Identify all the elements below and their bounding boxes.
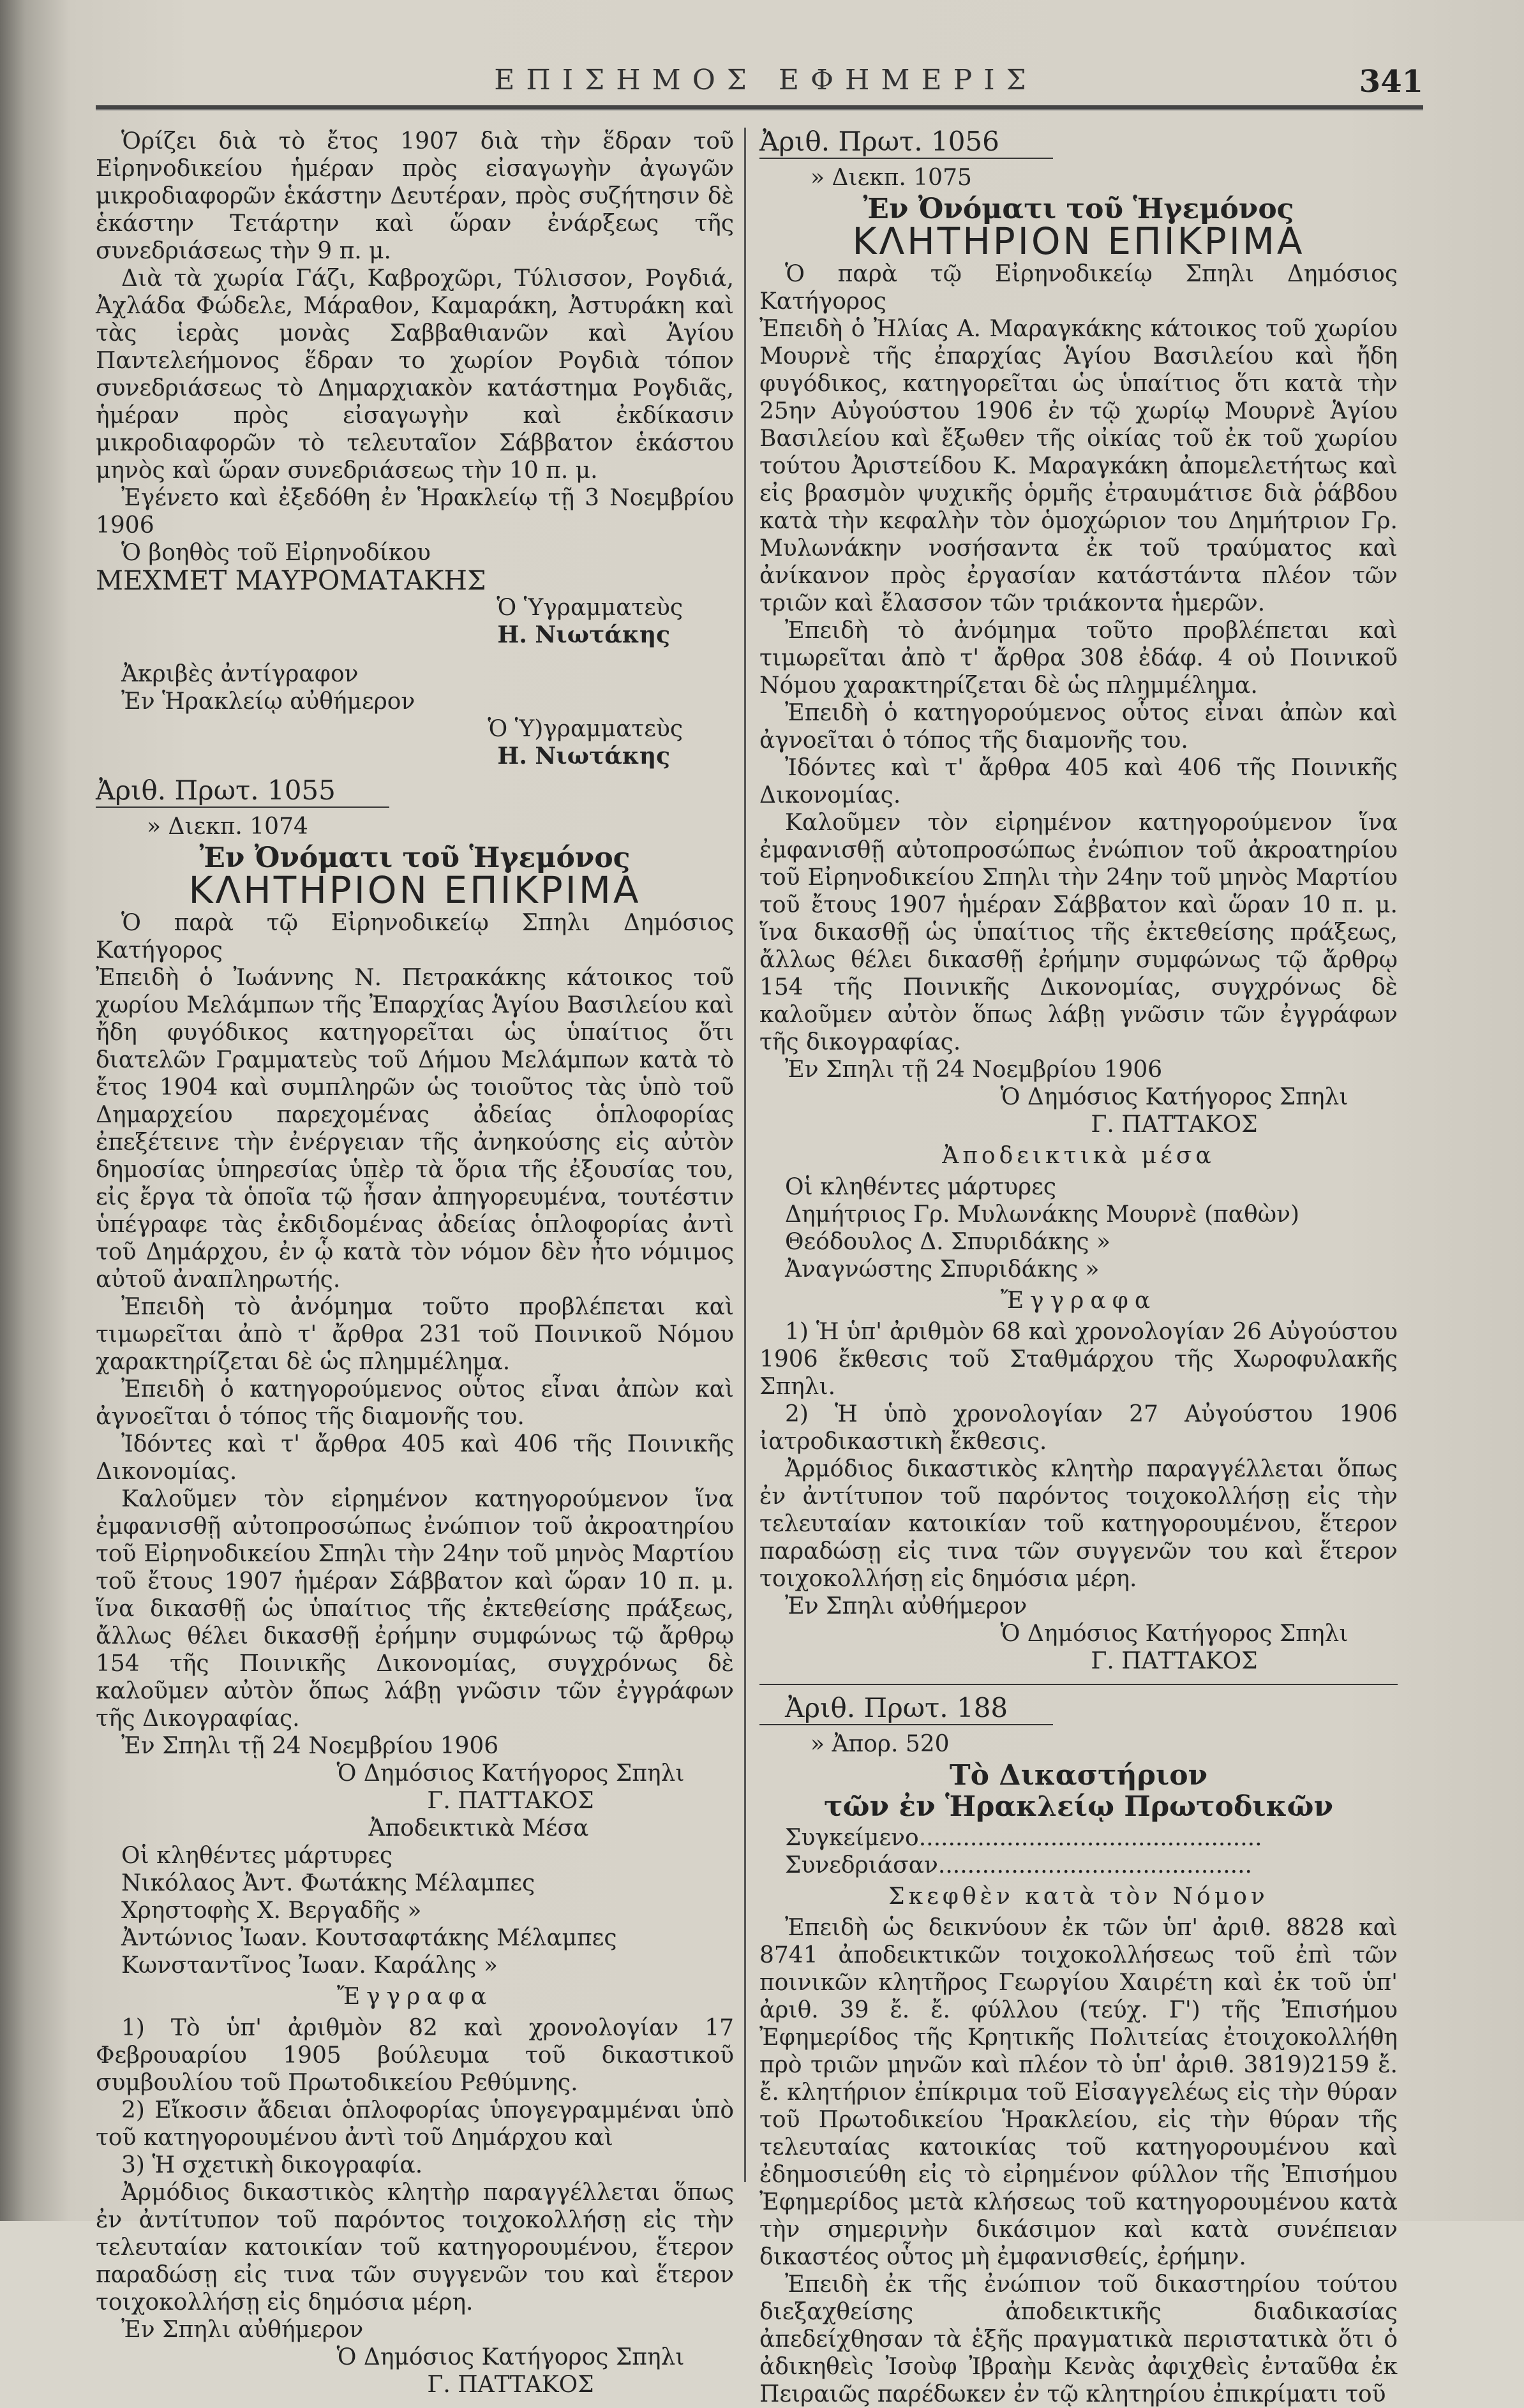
witness: Θεόδουλος Δ. Σπυριδάκης » xyxy=(785,1229,1111,1255)
paragraph: Ὁ παρὰ τῷ Εἰρηνοδικείῳ Σπηλι Δημόσιος Κατήγορος xyxy=(759,261,1398,315)
certification: Ἀκριβὲς ἀντίγραφον xyxy=(121,661,359,687)
paragraph: Ἐπειδὴ ὁ Ἠλίας Α. Μαραγκάκης κάτοικος τοῦ χωρίου Μουρνὲ τῆς ἐπαρχίας Ἁγίου Βασιλείου καὶ ἤδη φυγόδικος, κατηγορεῖται ὡς ὑπαίτιος ὅτι κατὰ τὴν 25ην Αὐγούστου 1906 ἐν τῷ χωρίῳ Μουρνὲ Ἁγίου Βασιλείου καὶ ἔξωθεν τῆς οἰκίας τοῦ ἐκ τοῦ χωρίου τούτου Ἀριστείδου Κ. Μαραγκάκη ἀπομελετήτως καὶ εἰς βρασμὸν ψυχικῆς ὁρμῆς ἐτραυμάτισε διὰ ῥάβδου κατὰ τὴν κεφαλὴν τὸν ὁμοχώριον του Δημήτριον Γρ. Μυλωνάκην νοσήσαντα ἐκ τοῦ τραύματος καὶ ἀνίκανον πρὸς ἐργασίαν κατάστάντα πλέον τῶν τριῶν καὶ ἔλασσον τῶν τριάκοντα ἡμερῶν. xyxy=(759,316,1398,616)
form-field: Συνεδριάσαν........................................... xyxy=(785,1852,1252,1878)
section-heading: Ἔγγραφα xyxy=(336,1984,493,2010)
section-heading: Ἀποδεικτικὰ Μέσα xyxy=(368,1815,589,1841)
paragraph: Ἐπειδὴ τὸ ἀνόμημα τοῦτο προβλέπεται καὶ τιμωρεῖται ἀπὸ τ' ἄρθρα 308 ἐδάφ. 4 οὐ Ποινικοῦ Νόμου χαρακτηρίζεται δὲ ὡς πλημμέλημα. xyxy=(759,618,1398,699)
signature-name: Γ. ΠΑΤΤΑΚΟΣ xyxy=(1091,1111,1258,1138)
page-header xyxy=(96,64,1423,102)
section-heading: Σκεφθὲν κατὰ τὸν Νόμον xyxy=(888,1884,1269,1910)
date-line: Ἐν Σπηλι αὐθήμερον xyxy=(121,2317,364,2343)
document-item: 1) Ἡ ὑπ' ἀριθμὸν 68 καὶ χρονολογίαν 26 Αὐγούστου 1906 ἔκθεσις τοῦ Σταθμάρχου τῆς Χωροφυλακῆς Σπηλι. xyxy=(759,1319,1398,1400)
paragraph: Ἐπειδὴ ὁ Ἰωάννης Ν. Πετρακάκης κάτοικος τοῦ χωρίου Μελάμπων τῆς Ἐπαρχίας Ἁγίου Βασιλείου καὶ ἤδη φυγόδικος κατηγορεῖται ὡς ὑπαίτιος ὅτι διατελῶν Γραμματεὺς τοῦ Δήμου Μελάμπων κατὰ τὸ ἔτος 1904 καὶ συμπληρῶν ὡς τοιοῦτος τὰς ὑπὸ τοῦ Δημαρχείου παρεχομένας ἀδείας ὁπλοφορίας ἐπεξέτεινε τὴν ἐνέργειαν τῆς ἀνηκούσης εἰς αὐτὸν δημοσίας ὑπηρεσίας ὑπὲρ τὰ ὅρια τῆς ἐξουσίας του, εἰς ἔργα τὰ ὁποῖα τῷ ἦσαν ἀπηγορευμένα, τουτέστιν ὑπέγραφε τὰς ἐκδιδομένας ἀδείας ὁπλοφορίας ἀντὶ τοῦ Δημάρχου, ἐν ᾧ κατὰ τὸν νόμον δὲν ἦτο νόμιμος αὐτοῦ ἀναπληρωτής. xyxy=(96,965,734,1293)
date-line: Ἐν Σπηλι τῇ 24 Νοεμβρίου 1906 xyxy=(121,1733,499,1759)
signature-name: ΜΕΧΜΕΤ ΜΑΥΡΟΜΑΤΑΚΗΣ xyxy=(96,565,486,596)
newspaper-title: ΕΠΙΣΗΜΟΣ ΕΦΗΜΕΡΙΣ xyxy=(494,64,1038,96)
rule xyxy=(759,158,1053,159)
page-number: 341 xyxy=(1359,64,1423,100)
paragraph: Ὁρίζει διὰ τὸ ἔτος 1907 διὰ τὴν ἕδραν τοῦ Εἰρηνοδικείου ἡμέραν πρὸς εἰσαγωγὴν ἀγωγῶν μικροδιαφορῶν ἑκάστην Δευτέραν, πρὸς συζήτησιν δὲ ἑκάστην Τετάρτην καὶ ὥραν ἐνάρξεως τῆς συνεδριάσεως τὴν 9 π. μ. xyxy=(96,128,734,264)
paragraph: Ἐπειδὴ ὁ κατηγορούμενος οὗτος εἶναι ἀπὼν καὶ ἀγνοεῖται ὁ τόπος τῆς διαμονῆς του. xyxy=(96,1376,734,1430)
witness: Ἀναγνώστης Σπυριδάκης » xyxy=(785,1256,1100,1282)
signature-name: Γ. ΠΑΤΤΑΚΟΣ xyxy=(427,1788,594,1814)
paragraph: Καλοῦμεν τὸν εἰρημένον κατηγορούμενον ἵνα ἐμφανισθῇ αὐτοπροσώπως ἐνώπιον τοῦ ἀκροατηρίου τοῦ Εἰρηνοδικείου Σπηλι τὴν 24ην τοῦ μηνὸς Μαρτίου τοῦ ἔτους 1907 ἡμέραν Σάββατον καὶ ὥραν 10 π. μ. ἵνα δικασθῇ ὡς ὑπαίτιος τῆς ἐκτεθείσης πράξεως, ἄλλως θέλει δικασθῇ ἐρήμην συμφώνως τῷ ἄρθρῳ 154 τῆς Ποινικῆς Δικονομίας, συγχρόνως δὲ καλοῦμεν αὐτὸν ὅπως λάβῃ γνῶσιν τῶν ἐγγράφων τῆς δικογραφίας. xyxy=(759,810,1398,1055)
signature-name: Η. Νιωτάκης xyxy=(497,621,670,648)
paragraph: Ἰδόντες καὶ τ' ἄρθρα 405 καὶ 406 τῆς Ποινικῆς Δικονομίας. xyxy=(759,755,1398,808)
paragraph: Καλοῦμεν τὸν εἰρημένον κατηγορούμενον ἵνα ἐμφανισθῇ αὐτοπροσώπως ἐνώπιον τοῦ ἀκροατηρίου τοῦ Εἰρηνοδικείου Σπηλι τὴν 24ην τοῦ μηνὸς Μαρτίου τοῦ ἔτους 1907 ἡμέραν Σάββατον καὶ ὥραν 10 π. μ. ἵνα δικασθῇ ὡς ὑπαίτιος τῆς ἐκτεθείσης πράξεως, ἄλλως θέλει δικασθῇ ἐρήμην συμφώνως τῷ ἄρθρῳ 154 τῆς Ποινικῆς Δικονομίας, συγχρόνως δὲ καλοῦμεν αὐτὸν ὅπως λάβῃ γνῶσιν τῶν ἐγγράφων τῆς Δικογραφίας. xyxy=(96,1486,734,1732)
document-title: ΚΛΗΤΗΡΙΟΝ ΕΠΙΚΡΙΜΑ xyxy=(852,219,1305,263)
date-line: Ἐν Σπηλι αὐθήμερον xyxy=(785,1593,1027,1619)
court-title: Τὸ Δικαστήριον xyxy=(949,1759,1208,1792)
paragraph: Ἰδόντες καὶ τ' ἄρθρα 405 καὶ 406 τῆς Ποινικῆς Δικονομίας. xyxy=(96,1431,734,1485)
protocol-number: Ἀριθ. Πρωτ. 1056 xyxy=(759,126,999,157)
protocol-number: Ἀριθ. Πρωτ. 188 xyxy=(785,1692,1008,1723)
dispatch-number: » Διεκπ. 1075 xyxy=(811,165,972,191)
section-subheading: Οἱ κληθέντες μάρτυρες xyxy=(121,1843,392,1869)
paragraph: Ἀρμόδιος δικαστικὸς κλητὴρ παραγγέλλεται ὅπως ἐν ἀντίτυπον τοῦ παρόντος τοιχοκολλήσῃ εἰς τὴν τελευταίαν κατοικίαν τοῦ κατηγορουμένου, ἕτερον παραδώσῃ εἰς τινα τῶν συγγενῶν του καὶ ἕτερον τοιχοκολλήσῃ εἰς δημόσια μέρη. xyxy=(759,1456,1398,1592)
protocol-number: Ἀριθ. Πρωτ. 1055 xyxy=(96,775,336,806)
witness: Χρηστοφὴς Χ. Βεργαδῆς » xyxy=(121,1898,422,1924)
paragraph: Ἐπειδὴ ἐκ τῆς ἐνώπιον τοῦ δικαστηρίου τούτου διεξαχθείσης ἀποδεικτικῆς διαδικασίας ἀπεδείχθησαν τὰ ἑξῆς πραγματικὰ περιστατικὰ ὅτι ὁ ἀδικηθεὶς Ἰσοὺφ Ἰβραὴμ Κενὰς ἀφιχθεὶς ἐνταῦθα ἐκ Πειραιῶς παρέδωκεν ἐν τῷ κλητηρίου ἐπικρίματι τοῦ xyxy=(759,2271,1398,2407)
document-item: 3) Ἡ σχετικὴ δικογραφία. xyxy=(121,2152,423,2178)
section-heading: Ἔγγραφα xyxy=(1000,1288,1157,1314)
dispatch-number: » Διεκπ. 1074 xyxy=(147,814,308,840)
signature-role: Ὁ Δημόσιος Κατήγορος Σπηλι xyxy=(1000,1084,1348,1110)
paragraph: Ὁ παρὰ τῷ Εἰρηνοδικείῳ Σπηλι Δημόσιος Κατήγορος xyxy=(96,910,734,963)
date-line: Ἐν Σπηλι τῇ 24 Νοεμβρίου 1906 xyxy=(785,1057,1163,1083)
paragraph: Ἐγένετο καὶ ἐξεδόθη ἐν Ἡρακλείῳ τῇ 3 Νοεμβρίου 1906 xyxy=(96,485,734,539)
paragraph: Διὰ τὰ χωρία Γάζι, Καβροχῶρι, Τύλισσον, Ρογδιά, Ἀχλάδα Φώδελε, Μάραθον, Καμαράκη, Ἀστυράκη καὶ τὰς ἱερὰς μονὰς Σαββαθιανῶν καὶ Ἁγίου Παντελεήμονος ἕδραν το χωρίον Ρογδιὰ τόπον συνεδριάσεως τὸ Δημαρχιακὸν κατάστημα Ρογδιᾶς, ἡμέραν πρὸς εἰσαγωγὴν καὶ ἐκδίκασιν μικροδιαφορῶν τὸ τελευταῖον Σάββατον ἑκάστου μηνὸς καὶ ὥραν συνεδριάσεως τὴν 10 π. μ. xyxy=(96,265,734,484)
form-field: Συγκείμενο............................................... xyxy=(785,1825,1262,1851)
signature-name: Γ. ΠΑΤΤΑΚΟΣ xyxy=(427,2372,594,2398)
witness: Δημήτριος Γρ. Μυλωνάκης Μουρνὲ (παθὼν) xyxy=(785,1201,1300,1228)
certification-place: Ἐν Ἡρακλείῳ αὐθήμερον xyxy=(121,688,415,715)
column-divider xyxy=(744,128,746,2182)
document-item: 2) Εἴκοσιν ἄδειαι ὁπλοφορίας ὑπογεγραμμέναι ὑπὸ τοῦ κατηγορουμένου ἀντὶ τοῦ Δημάρχου καὶ xyxy=(96,2097,734,2151)
document-item: 1) Τὸ ὑπ' ἀριθμὸν 82 καὶ χρονολογίαν 17 Φεβρουαρίου 1905 βούλευμα τοῦ δικαστικοῦ συμβουλίου τοῦ Πρωτοδικείου Ρεθύμνης. xyxy=(96,2015,734,2096)
signature-role: Ὁ βοηθὸς τοῦ Εἰρηνοδίκου xyxy=(121,540,431,566)
right-column xyxy=(759,128,1398,2408)
witness: Ἀντώνιος Ἰωαν. Κουτσαφτάκης Μέλαμπες xyxy=(121,1925,617,1951)
paragraph: Ἀρμόδιος δικαστικὸς κλητὴρ παραγγέλλεται ὅπως ἐν ἀντίτυπον τοῦ παρόντος τοιχοκολλήσῃ εἰς τὴν τελευταίαν κατοικίαν τοῦ κατηγορουμένου, ἕτερον παραδώσῃ εἰς τινα τῶν συγγενῶν του καὶ ἕτερον τοιχοκολλήσῃ εἰς δημόσια μέρη. xyxy=(96,2180,734,2315)
document-title: ΚΛΗΤΗΡΙΟΝ ΕΠΙΚΡΙΜΑ xyxy=(188,868,641,912)
signature-role: Ὁ Ὑ)γραμματεὺς xyxy=(488,716,683,742)
signature-role: Ὁ Δημόσιος Κατήγορος Σπηλι xyxy=(336,1760,685,1787)
paragraph: Ἐπειδὴ ὡς δεικνύουν ἐκ τῶν ὑπ' ἀριθ. 8828 καὶ 8741 ἀποδεικτικῶν τοιχοκολλήσεως τοῦ ἐπὶ τῶν ποινικῶν κλητῆρος Γεωργίου Χαιρέτη καὶ ἐκ τοῦ ὑπ' ἀριθ. 39 ἔ. ἔ. φύλλου (τεύχ. Γ') τῆς Ἐπισήμου Ἐφημερίδος τῆς Κρητικῆς Πολιτείας ἐτοιχοκολλήθη πρὸ τριῶν μηνῶν καὶ πλέον τὸ ὑπ' ἀριθ. 3819)2159 ἔ. ἔ. κλητήριον ἐπίκριμα τοῦ Εἰσαγγελέως εἰς τὴν θύραν τοῦ Πρωτοδικείου Ἡρακλείου, εἰς τὴν θύραν τῆς τελευταίας κατοικίας τοῦ κατηγορουμένου καὶ ἐδημοσιεύθη εἰς τὸ εἰρημένον φύλλον τῆς Ἐπισήμου Ἐφημερίδος μετὰ κλήσεως τοῦ κατηγορουμένου κατὰ τὴν σημερινὴν δικάσιμον καὶ κατὰ συνέπειαν δικαστέος οὗτος μὴ ἐμφανισθείς, ἐρήμην. xyxy=(759,1915,1398,2270)
signature-role: Ὁ Ὑγραμματεὺς xyxy=(497,595,683,621)
signature-name: Γ. ΠΑΤΤΑΚΟΣ xyxy=(1091,1648,1258,1674)
rule xyxy=(759,1724,1053,1725)
signature-role: Ὁ Δημόσιος Κατήγορος Σπηλι xyxy=(1000,1621,1348,1647)
heading-in-name: Ἐν Ὀνόματι τοῦ Ἡγεμόνος xyxy=(199,842,631,874)
witness: Νικόλαος Ἀντ. Φωτάκης Μέλαμπες xyxy=(121,1870,535,1896)
witness: Κωνσταντῖνος Ἰωαν. Καράλης » xyxy=(121,1952,498,1979)
section-heading: Ἀποδεικτικὰ μέσα xyxy=(942,1143,1215,1169)
court-subtitle: τῶν ἐν Ἡρακλείῳ Πρωτοδικῶν xyxy=(824,1790,1333,1823)
signature-name: Η. Νιωτάκης xyxy=(497,743,670,769)
paragraph: Ἐπειδὴ τὸ ἀνόμημα τοῦτο προβλέπεται καὶ τιμωρεῖται ἀπὸ τ' ἄρθρα 231 τοῦ Ποινικοῦ Νόμου χαρακτηρίζεται δὲ ὡς πλημμέλημα. xyxy=(96,1294,734,1375)
section-subheading: Οἱ κληθέντες μάρτυρες xyxy=(785,1174,1056,1200)
signature-role: Ὁ Δημόσιος Κατήγορος Σπηλι xyxy=(336,2344,685,2370)
header-rule xyxy=(96,105,1423,110)
rule xyxy=(96,806,389,808)
paragraph: Ἐπειδὴ ὁ κατηγορούμενος οὗτος εἶναι ἀπὼν καὶ ἀγνοεῖται ὁ τόπος τῆς διαμονῆς του. xyxy=(759,700,1398,754)
left-column xyxy=(96,128,734,2398)
dispatch-number: » Ἀπορ. 520 xyxy=(811,1731,950,1757)
heading-in-name: Ἐν Ὀνόματι τοῦ Ἡγεμόνος xyxy=(863,193,1294,225)
document-item: 2) Ἡ ὑπὸ χρονολογίαν 27 Αὐγούστου 1906 ἰατροδικαστικὴ ἔκθεσις. xyxy=(759,1401,1398,1455)
section-rule xyxy=(759,1684,1398,1685)
